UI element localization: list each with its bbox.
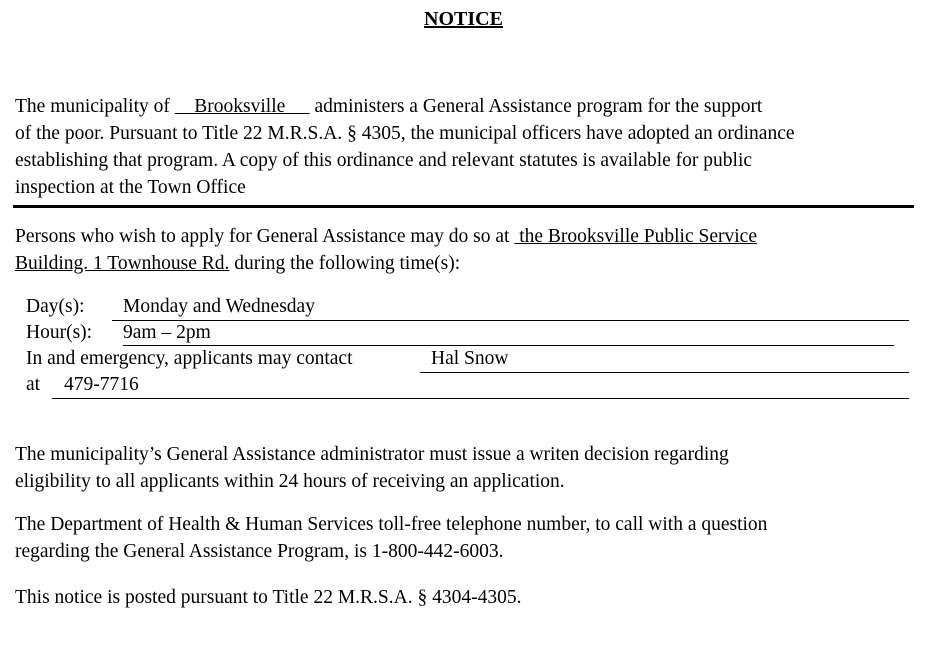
decision-line-2: eligibility to all applicants within 24 hours of receiving an application.	[15, 471, 565, 492]
contact-field-line	[420, 372, 909, 373]
apply-text-start: Persons who wish to apply for General Assistance may do so at	[15, 226, 515, 247]
dhhs-line-1: The Department of Health & Human Services toll-free telephone number, to call with a question	[15, 514, 768, 535]
days-value: Monday and Wednesday	[123, 296, 315, 317]
apply-location-1: the Brooksville Public Service	[514, 226, 757, 247]
apply-location-2: Building. 1 Townhouse Rd.	[15, 253, 230, 274]
apply-line-1	[15, 226, 757, 248]
hours-value: 9am – 2pm	[123, 322, 211, 343]
phone-number: 479-7716	[64, 374, 139, 395]
hours-field-line	[123, 345, 894, 346]
intro-text-start: The municipality of	[15, 96, 175, 117]
notice-title: NOTICE	[424, 8, 503, 30]
days-field-line	[112, 320, 909, 321]
phone-field-line	[52, 398, 909, 399]
intro-line-3: establishing that program. A copy of this ordinance and relevant statutes is available for public	[15, 150, 753, 171]
intro-text-end: administers a General Assistance program for the support	[309, 96, 763, 117]
days-label: Day(s):	[26, 296, 85, 317]
section-divider	[13, 205, 914, 208]
apply-line-2	[15, 253, 460, 275]
intro-line-2: of the poor. Pursuant to Title 22 M.R.S.A. § 4305, the municipal officers have adopted an ordinance	[15, 123, 795, 144]
intro-line-4: inspection at the Town Office	[15, 177, 246, 198]
dhhs-line-2: regarding the General Assistance Program, is 1-800-442-6003.	[15, 541, 504, 562]
apply-text-end: during the following time(s):	[229, 253, 461, 274]
decision-line-1: The municipality’s General Assistance administrator must issue a writen decision regarding	[15, 444, 729, 465]
posted-statement: This notice is posted pursuant to Title 22 M.R.S.A. § 4304-4305.	[15, 587, 522, 608]
at-label: at	[26, 374, 41, 395]
intro-line-1	[15, 96, 762, 118]
emergency-label: In and emergency, applicants may contact	[26, 348, 353, 369]
emergency-contact: Hal Snow	[431, 348, 509, 369]
hours-label: Hour(s):	[26, 322, 93, 343]
municipality-name: Brooksville	[174, 96, 310, 117]
